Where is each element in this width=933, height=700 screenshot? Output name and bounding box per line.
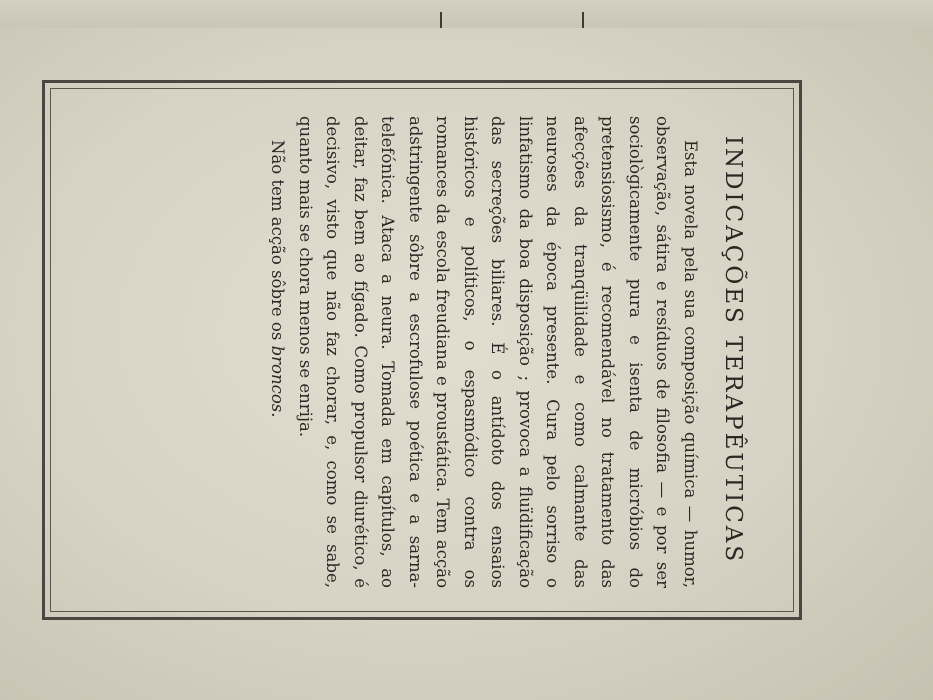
paragraph-final-end: . bbox=[268, 412, 288, 418]
previous-page-edge bbox=[0, 0, 933, 31]
italic-word: broncos bbox=[268, 345, 288, 413]
paragraph-final bbox=[264, 116, 292, 588]
page-title: INDICAÇÕES TERAPÊUTICAS bbox=[720, 135, 746, 565]
text-block bbox=[80, 110, 760, 590]
body-text bbox=[264, 110, 704, 590]
paragraph-final-lead: Não tem acção sôbre os bbox=[268, 140, 288, 346]
paragraph: Esta novela pela sua composição química — humor, observação, sátira e resíduos de filosofia — e por ser sociològicamente pura e isenta de micróbios do pretensiosismo, é recomendável no tratamento das afecções da tranqüilidade e como calmante das neuroses da época presente. Cura pelo sorriso o linfatismo da boa disposição ; provoca a fluïdificação das secreções biliares. É o antídoto dos ensaios históricos e políticos, o espasmódico contra os romances da escola freudiana e proustática. Tem acção adstringente sôbre a escrofulose poética e a sarna-telefónica. Ataca a neura. Tomada em capítulos, ao deitar, faz bem ao fígado. Como propulsor diurético, é decisivo, visto que não faz chorar, e, como se sabe, quanto mais se chora menos se enrija. bbox=[296, 116, 700, 588]
